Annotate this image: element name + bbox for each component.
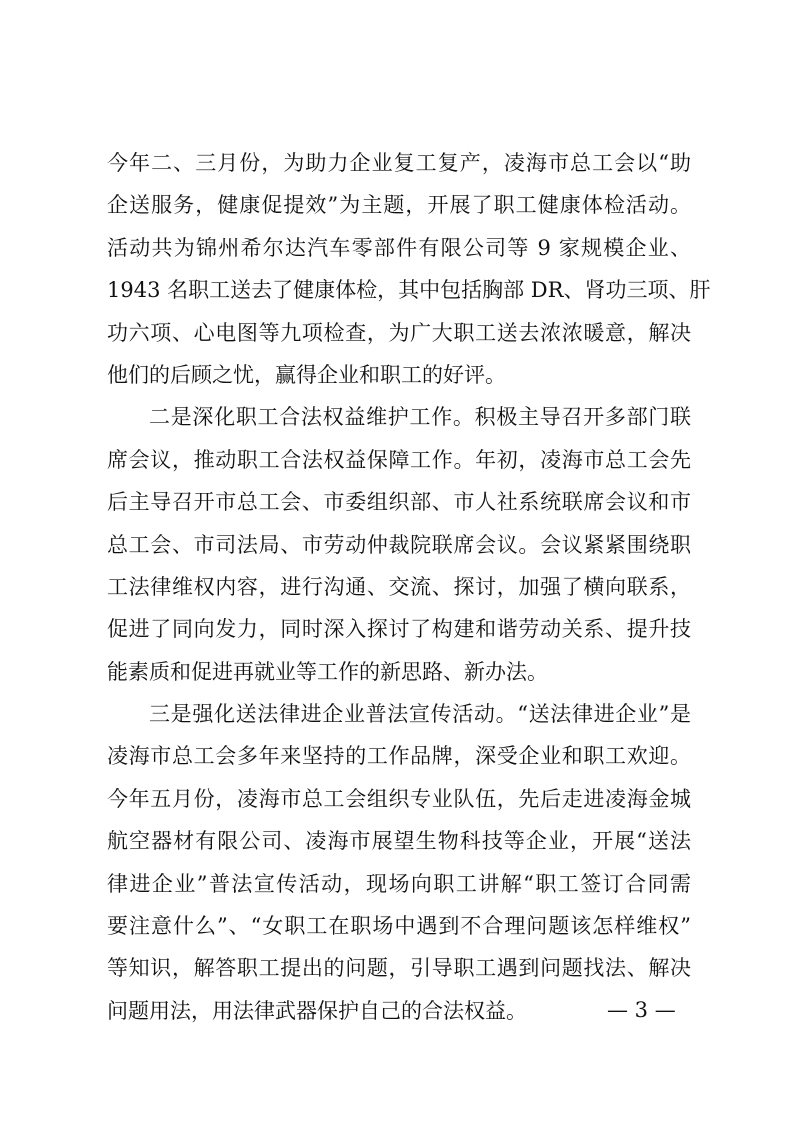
text-line: 能素质和促进再就业等工作的新思路、新办法。 (107, 659, 548, 684)
paragraph-3 (107, 693, 691, 1032)
text-line: 航空器材有限公司、凌海市展望生物科技等企业，开展“送法 (107, 829, 691, 854)
text-line: 二是深化职工合法权益维护工作。积极主导召开多部门联 (149, 405, 691, 430)
text-line: 企送服务，健康促提效”为主题，开展了职工健康体检活动。 (107, 193, 691, 218)
text-line: 后主导召开市总工会、市委组织部、市人社系统联席会议和市 (107, 490, 691, 515)
text-line: 凌海市总工会多年来坚持的工作品牌，深受企业和职工欢迎。 (107, 744, 691, 769)
text-line: 等知识，解答职工提出的问题，引导职工遇到问题找法、解决 (107, 956, 691, 981)
text-line: 要注意什么”、“女职工在职场中遇到不合理问题该怎样维权” (107, 914, 691, 939)
paragraph-2 (107, 396, 691, 693)
text-line: 功六项、心电图等九项检查，为广大职工送去浓浓暖意，解决 (107, 320, 691, 345)
page-number: — 3 — (607, 998, 676, 1022)
text-line: 总工会、市司法局、市劳动仲裁院联席会议。会议紧紧围绕职 (107, 532, 691, 557)
text-line: 三是强化送法律进企业普法宣传活动。“送法律进企业”是 (149, 702, 691, 727)
text-line: 今年五月份，凌海市总工会组织专业队伍，先后走进凌海金城 (107, 786, 691, 811)
text-line: 1943 名职工送去了健康体检，其中包括胸部 DR、肾功三项、肝 (107, 278, 711, 303)
text-line: 他们的后顾之忧，赢得企业和职工的好评。 (107, 362, 506, 387)
text-line: 问题用法，用法律武器保护自己的合法权益。 (107, 998, 527, 1023)
text-line: 律进企业”普法宣传活动，现场向职工讲解“职工签订合同需 (107, 871, 691, 896)
text-line: 促进了同向发力，同时深入探讨了构建和谐劳动关系、提升技 (107, 617, 691, 642)
body-text (107, 142, 711, 1032)
text-line: 今年二、三月份，为助力企业复工复产，凌海市总工会以“助 (107, 151, 691, 175)
text-line: 席会议，推动职工合法权益保障工作。年初，凌海市总工会先 (107, 447, 691, 472)
text-line: 工法律维权内容，进行沟通、交流、探讨，加强了横向联系， (107, 574, 691, 599)
text-line: 活动共为锦州希尔达汽车零部件有限公司等 9 家规模企业、 (107, 235, 691, 260)
paragraph-1 (107, 142, 711, 396)
